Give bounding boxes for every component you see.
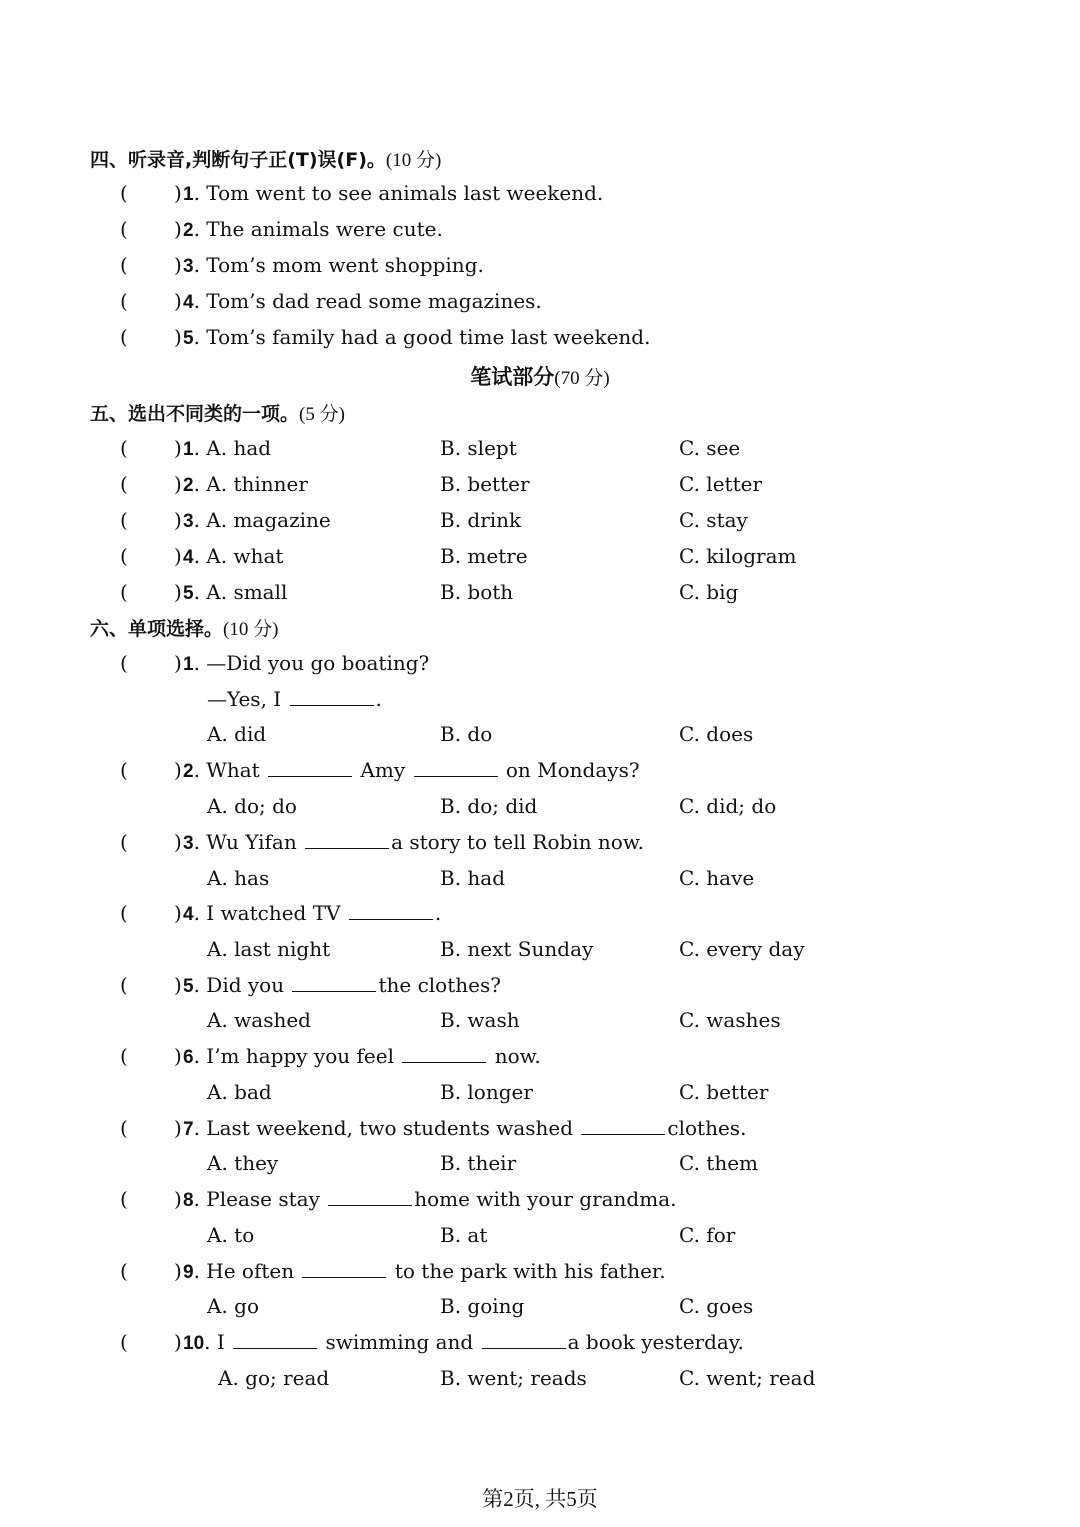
question-number: 5 (183, 328, 194, 349)
question-number: 1 (183, 439, 194, 460)
question-number: 4 (183, 292, 194, 313)
section-5-heading (90, 399, 345, 426)
s6-question-1-options (0, 722, 1080, 752)
s6-question-9-options (0, 1294, 1080, 1324)
s6-question-7 (0, 1116, 1080, 1146)
question-text: . The animals were cute. (193, 217, 443, 241)
option-c: C. letter (679, 472, 763, 496)
question-text: a story to tell Robin now. (391, 830, 644, 854)
question-text: to the park with his father. (394, 1259, 666, 1283)
s4-question-4 (0, 289, 1080, 319)
answer-blank[interactable] (482, 1330, 566, 1349)
option-a: A. last night (207, 937, 331, 961)
answer-blank[interactable] (233, 1330, 317, 1349)
option-a: A. has (207, 866, 270, 890)
s6-question-4-options (0, 937, 1080, 967)
option-a: . A. thinner (193, 472, 308, 496)
option-a: A. go (207, 1294, 260, 1318)
answer-paren-open[interactable]: ( (120, 1259, 128, 1283)
option-a: . A. small (193, 580, 288, 604)
s6-question-2 (0, 758, 1080, 788)
option-a: . A. had (193, 436, 272, 460)
answer-blank[interactable] (305, 830, 389, 849)
question-text: . I watched TV (193, 901, 341, 925)
option-c: C. see (679, 436, 741, 460)
question-text: on Mondays? (505, 758, 640, 782)
answer-paren-open[interactable]: ( (120, 253, 128, 277)
question-text: swimming and (325, 1330, 474, 1354)
s6-question-10-options (0, 1366, 1080, 1396)
answer-paren-close: ) (174, 508, 182, 532)
option-a: A. do; do (207, 794, 297, 818)
question-number: 7 (183, 1119, 194, 1140)
answer-paren-open[interactable]: ( (120, 758, 128, 782)
answer-blank[interactable] (302, 1259, 386, 1278)
option-a: A. bad (207, 1080, 272, 1104)
option-b: B. do; did (440, 794, 538, 818)
option-a: A. to (207, 1223, 255, 1247)
answer-blank[interactable] (402, 1044, 486, 1063)
s5-question-4 (0, 544, 1080, 574)
question-text: clothes. (667, 1116, 747, 1140)
section-6-heading (90, 614, 278, 641)
option-b: B. metre (440, 544, 528, 568)
answer-paren-close: ) (174, 651, 182, 675)
answer-paren-close: ) (174, 325, 182, 349)
s6-question-10 (0, 1330, 1080, 1360)
written-part-heading (0, 361, 1080, 391)
option-c: C. every day (679, 937, 805, 961)
question-number: 2 (183, 761, 194, 782)
answer-paren-open[interactable]: ( (120, 901, 128, 925)
answer-paren-open[interactable]: ( (120, 1330, 128, 1354)
answer-paren-close: ) (174, 1259, 182, 1283)
section-4-title: 四、听录音,判断句子正(T)误(F)。 (90, 149, 386, 171)
s6-question-4 (0, 901, 1080, 931)
s4-question-3 (0, 253, 1080, 283)
s6-question-6-options (0, 1080, 1080, 1110)
answer-paren-close: ) (174, 436, 182, 460)
answer-paren-open[interactable]: ( (120, 1116, 128, 1140)
s5-question-3 (0, 508, 1080, 538)
option-b: B. slept (440, 436, 517, 460)
answer-paren-close: ) (174, 901, 182, 925)
answer-paren-open[interactable]: ( (120, 544, 128, 568)
section-6-points: (10 分) (223, 619, 279, 640)
question-number: 6 (183, 1047, 194, 1068)
question-text: . Tom’s dad read some magazines. (193, 289, 542, 313)
answer-paren-open[interactable]: ( (120, 580, 128, 604)
question-text: home with your grandma. (414, 1187, 677, 1211)
answer-paren-open[interactable]: ( (120, 181, 128, 205)
question-number: 3 (183, 256, 194, 277)
option-c: C. them (679, 1151, 759, 1175)
s6-question-8 (0, 1187, 1080, 1217)
answer-paren-close: ) (174, 758, 182, 782)
answer-paren-close: ) (174, 472, 182, 496)
s4-question-2 (0, 217, 1080, 247)
option-b: B. going (440, 1294, 525, 1318)
section-4-heading (90, 145, 441, 172)
option-b: B. their (440, 1151, 517, 1175)
s6-question-9 (0, 1259, 1080, 1289)
answer-paren-open[interactable]: ( (120, 217, 128, 241)
written-part-points: (70 分) (554, 368, 610, 389)
question-text: . —Did you go boating? (193, 651, 430, 675)
answer-blank[interactable] (290, 687, 374, 706)
answer-paren-close: ) (174, 973, 182, 997)
option-c: C. did; do (679, 794, 777, 818)
answer-paren-close: ) (174, 1044, 182, 1068)
option-b: B. better (440, 472, 530, 496)
written-part-title: 笔试部分 (470, 365, 555, 389)
question-text: . Wu Yifan (193, 830, 297, 854)
option-b: B. went; reads (440, 1366, 587, 1390)
answer-paren-close: ) (174, 1330, 182, 1354)
question-text: . What (193, 758, 260, 782)
s6-question-5-options (0, 1008, 1080, 1038)
option-c: C. for (679, 1223, 736, 1247)
option-c: C. kilogram (679, 544, 797, 568)
option-c: C. stay (679, 508, 748, 532)
answer-paren-close: ) (174, 253, 182, 277)
question-text: . Tom’s family had a good time last weekend. (193, 325, 651, 349)
option-c: C. big (679, 580, 739, 604)
option-a: A. did (207, 722, 267, 746)
answer-paren-close: ) (174, 289, 182, 313)
answer-paren-open[interactable]: ( (120, 830, 128, 854)
question-text: now. (494, 1044, 541, 1068)
option-b: B. drink (440, 508, 522, 532)
question-text: . Tom went to see animals last weekend. (193, 181, 604, 205)
answer-paren-open[interactable]: ( (120, 436, 128, 460)
question-number: 9 (183, 1262, 194, 1283)
option-c: C. went; read (679, 1366, 816, 1390)
section-4-points: (10 分) (385, 150, 442, 171)
s4-question-1 (0, 181, 1080, 211)
question-number: 2 (183, 220, 194, 241)
question-text: . He often (193, 1259, 295, 1283)
s6-question-2-options (0, 794, 1080, 824)
s6-question-7-options (0, 1151, 1080, 1181)
answer-blank[interactable] (268, 758, 352, 777)
answer-paren-close: ) (174, 580, 182, 604)
s5-question-1 (0, 436, 1080, 466)
option-a: . A. magazine (193, 508, 331, 532)
question-text: . Please stay (193, 1187, 320, 1211)
option-b: B. at (440, 1223, 488, 1247)
answer-paren-open[interactable]: ( (120, 472, 128, 496)
option-c: C. does (679, 722, 754, 746)
question-text: . (375, 687, 382, 711)
answer-paren-close: ) (174, 544, 182, 568)
question-text: . Last weekend, two students washed (193, 1116, 574, 1140)
question-text: . I’m happy you feel (193, 1044, 394, 1068)
option-b: B. had (440, 866, 506, 890)
question-number: 1 (183, 654, 194, 675)
answer-paren-open[interactable]: ( (120, 1187, 128, 1211)
answer-paren-close: ) (174, 217, 182, 241)
option-a: . A. what (193, 544, 284, 568)
question-text: —Yes, I (207, 687, 282, 711)
s6-question-6 (0, 1044, 1080, 1074)
option-b: B. longer (440, 1080, 533, 1104)
question-number: 5 (183, 976, 194, 997)
s6-question-8-options (0, 1223, 1080, 1253)
s6-question-1 (0, 651, 1080, 681)
section-5-points: (5 分) (299, 404, 345, 425)
answer-paren-close: ) (174, 181, 182, 205)
s6-question-3-options (0, 866, 1080, 896)
s6-question-5 (0, 973, 1080, 1003)
question-number: 4 (183, 547, 194, 568)
answer-blank[interactable] (328, 1187, 412, 1206)
question-text: . Tom’s mom went shopping. (193, 253, 484, 277)
question-number: 2 (183, 475, 194, 496)
s4-question-5 (0, 325, 1080, 355)
option-c: C. goes (679, 1294, 754, 1318)
question-number: 10 (183, 1333, 205, 1354)
answer-paren-close: ) (174, 1187, 182, 1211)
answer-paren-open[interactable]: ( (120, 651, 128, 675)
option-c: C. better (679, 1080, 769, 1104)
answer-paren-open[interactable]: ( (120, 289, 128, 313)
answer-paren-open[interactable]: ( (120, 508, 128, 532)
option-a: A. go; read (218, 1366, 330, 1390)
page-number-footer: 第2页, 共5页 (482, 1487, 598, 1511)
s6-question-1-answer-line (0, 687, 1080, 717)
answer-blank[interactable] (349, 901, 433, 920)
question-number: 8 (183, 1190, 194, 1211)
question-text: Amy (360, 758, 406, 782)
answer-paren-close: ) (174, 1116, 182, 1140)
question-number: 5 (183, 583, 194, 604)
question-number: 3 (183, 833, 194, 854)
s5-question-2 (0, 472, 1080, 502)
answer-blank[interactable] (581, 1116, 665, 1135)
answer-blank[interactable] (414, 758, 498, 777)
option-c: C. washes (679, 1008, 781, 1032)
option-a: A. they (207, 1151, 279, 1175)
question-text: a book yesterday. (567, 1330, 744, 1354)
answer-paren-close: ) (174, 830, 182, 854)
answer-paren-open[interactable]: ( (120, 1044, 128, 1068)
answer-blank[interactable] (292, 973, 376, 992)
answer-paren-open[interactable]: ( (120, 325, 128, 349)
s5-question-5 (0, 580, 1080, 610)
option-b: B. wash (440, 1008, 520, 1032)
question-number: 3 (183, 511, 194, 532)
question-text: the clothes? (378, 973, 501, 997)
question-text: . Did you (193, 973, 285, 997)
option-b: B. do (440, 722, 493, 746)
option-c: C. have (679, 866, 755, 890)
section-6-title: 六、单项选择。 (90, 618, 224, 640)
question-text: . I (204, 1330, 225, 1354)
question-number: 1 (183, 184, 194, 205)
option-b: B. next Sunday (440, 937, 594, 961)
answer-paren-open[interactable]: ( (120, 973, 128, 997)
option-b: B. both (440, 580, 514, 604)
s6-question-3 (0, 830, 1080, 860)
option-a: A. washed (207, 1008, 311, 1032)
section-5-title: 五、选出不同类的一项。 (90, 403, 300, 425)
question-text: . (434, 901, 442, 925)
question-number: 4 (183, 904, 194, 925)
